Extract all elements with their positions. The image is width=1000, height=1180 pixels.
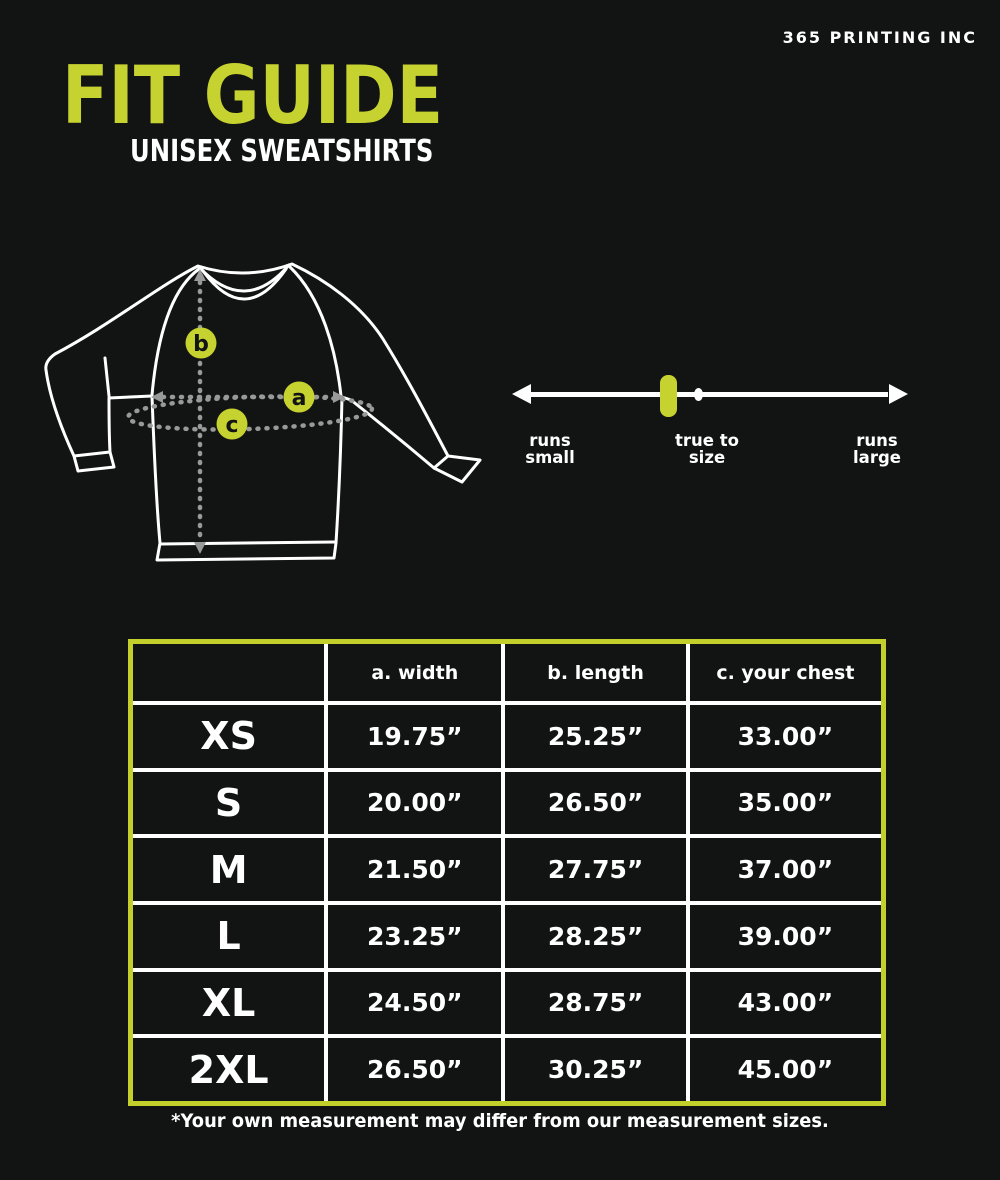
- page-title: FIT GUIDE: [62, 49, 444, 142]
- s-chest: 35.00”: [690, 772, 881, 835]
- runs-small-line1: runs: [529, 431, 571, 450]
- hem-line: [160, 542, 335, 544]
- 2xl-width: 26.50”: [328, 1038, 501, 1101]
- xl-chest: 43.00”: [690, 972, 881, 1035]
- column-header-width: a. width: [328, 644, 501, 701]
- xs-chest: 33.00”: [690, 705, 881, 768]
- scale-indicator: [660, 375, 677, 417]
- true-to-size-line1: true to: [675, 431, 739, 450]
- s-length: 26.50”: [505, 772, 685, 835]
- size-label-2xl: 2XL: [133, 1038, 324, 1101]
- marker-a-label: a: [291, 386, 307, 411]
- footnote: *Your own measurement may differ from our measurement sizes.: [171, 1110, 829, 1132]
- size-label-xs: XS: [133, 705, 324, 768]
- l-chest: 39.00”: [690, 905, 881, 968]
- scale-line: [530, 392, 888, 397]
- xl-length: 28.75”: [505, 972, 685, 1035]
- right-cuff-seam: [434, 456, 448, 468]
- runs-large-line2: large: [853, 448, 901, 468]
- xl-width: 24.50”: [328, 972, 501, 1035]
- scale-dot-icon: [694, 388, 703, 401]
- brand-text: 365 PRINTING INC: [782, 28, 977, 47]
- scale-label-runs-small: [510, 432, 590, 467]
- left-cuff-seam: [74, 452, 110, 456]
- sweatshirt-diagram: [30, 240, 510, 590]
- arrow-down-icon: [194, 542, 206, 554]
- size-label-m: M: [133, 838, 324, 901]
- m-length: 27.75”: [505, 838, 685, 901]
- l-width: 23.25”: [328, 905, 501, 968]
- scale-label-runs-large: [827, 432, 927, 467]
- marker-b-label: b: [193, 332, 209, 357]
- fit-scale: [500, 370, 920, 480]
- table-corner-cell: [133, 644, 324, 701]
- m-chest: 37.00”: [690, 838, 881, 901]
- size-label-l: L: [133, 905, 324, 968]
- runs-small-line2: small: [525, 448, 575, 468]
- scale-arrow-left-icon: [512, 384, 531, 404]
- sweatshirt-outline: [46, 264, 480, 560]
- l-length: 28.25”: [505, 905, 685, 968]
- 2xl-length: 30.25”: [505, 1038, 685, 1101]
- m-width: 21.50”: [328, 838, 501, 901]
- true-to-size-line2: size: [688, 448, 726, 468]
- column-header-chest: c. your chest: [690, 644, 881, 701]
- xs-width: 19.75”: [328, 705, 501, 768]
- marker-c-label: c: [225, 413, 239, 438]
- size-table: [128, 639, 886, 1106]
- size-label-s: S: [133, 772, 324, 835]
- page-subtitle: UNISEX SWEATSHIRTS: [130, 134, 434, 169]
- scale-arrow-right-icon: [889, 384, 908, 404]
- column-header-length: b. length: [505, 644, 685, 701]
- left-armpit-line: [105, 358, 109, 396]
- xs-length: 25.25”: [505, 705, 685, 768]
- size-label-xl: XL: [133, 972, 324, 1035]
- scale-label-true-to-size: [657, 432, 757, 467]
- runs-large-line1: runs: [856, 431, 898, 450]
- 2xl-chest: 45.00”: [690, 1038, 881, 1101]
- s-width: 20.00”: [328, 772, 501, 835]
